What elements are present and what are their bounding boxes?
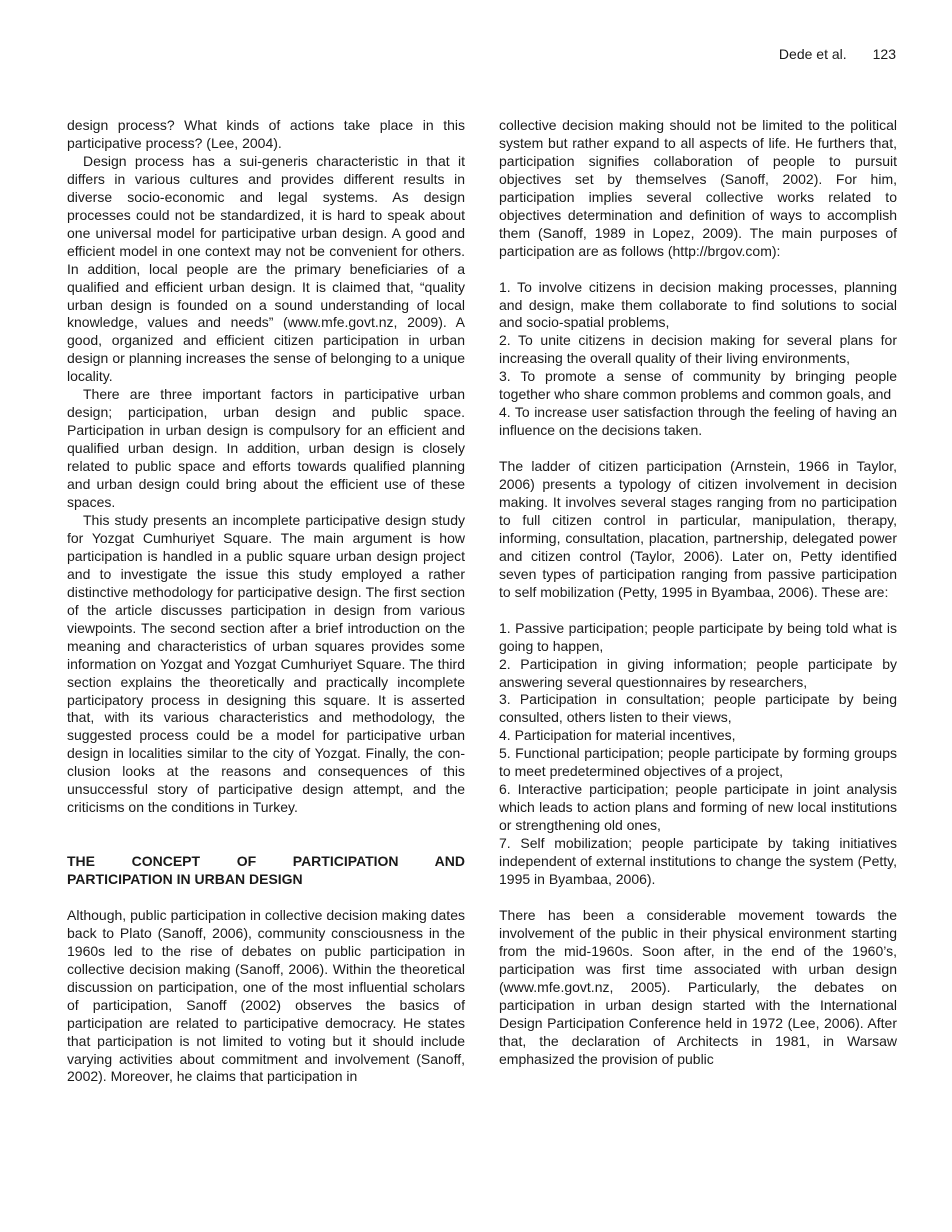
paragraph: The ladder of citizen participation (Arnstein, 1966 in Taylor, 2006) presents a typology of citizen involvement in decision making. It involves several stages ranging from no participation to full citizen control in particular, manipulation, therapy, informing, consultation, placation, partnership, delegated power and citizen control (Taylor, 2006). Later on, Petty identified seven types of participation ranging from passive participation to self mobilization (Petty, 1995 in Byambaa, 2006). These are: [499, 458, 897, 600]
running-header [779, 44, 896, 64]
list-item: 6. Interactive participation; people participate in joint analysis which leads to action plans and forming of new local institutions or strengthening old ones, [499, 781, 897, 834]
spacer [499, 440, 897, 458]
section-heading-line: THE CONCEPT OF PARTICIPATION AND [67, 853, 465, 870]
section-heading [67, 853, 465, 889]
list-item: 7. Self mobilization; people participate by taking initiatives independent of external institutions to change the system (Petty, 1995 in Byambaa, 2006). [499, 835, 897, 887]
paragraph: collective decision making should not be limited to the political system but rather expand to all aspects of life. He furthers that, participation signifies collaboration of people to pursuit objectives set by themselves (Sanoff, 2002). For him, participation implies several collective works related to objectives determination and definition of ways to accomplish them (Sanoff, 1989 in Lopez, 2009). The main purposes of participation are as follows (http://brgov.com): [499, 117, 897, 259]
list-item: 2. Participation in giving information; people participate by answering several questionnaires by researchers, [499, 655, 897, 690]
list-item: 4. To increase user satisfaction through the feeling of having an influence on the decisions taken. [499, 404, 897, 439]
paragraph: Design process has a sui-generis characteristic in that it differs in various cultures and provides different results in diverse socio-economic and legal systems. As design processes could not be standardized, it is hard to speak about one universal model for participative urban design. A good and efficient model in one context may not be convenient for others. In addition, local people are the primary beneficiaries of a qualified and efficient urban design. It is claimed that, “quality urban design is founded on a sound understanding of local knowledge, values and needs” (www.mfe.govt.nz, 2009). A good, organized and efficient citizen participation in urban design or planning increases the sense of belonging to a unique locality. [67, 152, 465, 385]
spacer [67, 889, 465, 907]
list-item: 1. To involve citizens in decision making processes, planning and design, make them collaborate to find solutions to social and socio-spatial problems, [499, 278, 897, 331]
section-heading-line: PARTICIPATION IN URBAN DESIGN [67, 871, 303, 888]
spacer [499, 261, 897, 279]
list-item: 2. To unite citizens in decision making for several plans for increasing the overall quality of their living environments, [499, 332, 897, 367]
list-item: 5. Functional participation; people participate by forming groups to meet predetermined objectives of a project, [499, 745, 897, 780]
paragraph: There has been a considerable movement towards the involvement of the public in their physical environment starting from the mid-1960s. Soon after, in the end of the 1960’s, participation was first time associated with urban design (www.mfe.govt.nz, 2005). Particularly, the debates on participation in urban design started with the International Design Participation Conference held in 1972 (Lee, 2006). After that, the declaration of Architects in 1981, in Warsaw emphasized the provision of public [499, 906, 897, 1067]
list-item: 1. Passive participation; people participate by being told what is going to happen, [499, 619, 897, 654]
right-column [499, 117, 897, 1068]
spacer [499, 602, 897, 620]
list-item: 3. To promote a sense of community by bringing people together who share common problems and common goals, and [499, 368, 897, 403]
paragraph: Although, public participation in collective decision making dates back to Plato (Sanoff, 2006), community consciousness in the 1960s led to the rise of debates on public participation in collective decision making (Sanoff, 2006). Within the theoretical discussion on participation, one of the most influential scholars of participation, Sanoff (2002) observes the basics of participation are related to participative democracy. He states that participation is not limited to voting but it should include varying activities about commitment and involvement (Sanoff, 2002). Moreover, he claims that participation in [67, 906, 465, 1085]
header-authors: Dede et al. [778, 46, 847, 62]
list-item: 4. Participation for material incentives, [499, 727, 736, 744]
paragraph: There are three important factors in participative urban design; participation, urban design and public space. Participation in urban design is compulsory for an efficient and qualified urban design. In addition, urban design is closely related to public space and efforts towards qualified planning and urban design could bring about the efficient use of these spaces. [67, 386, 465, 511]
paragraph: This study presents an incomplete participative design study for Yozgat Cumhuriyet Square. The main argument is how participation is handled in a public square urban design project and to investigate the issue this study employed a rather distinctive methodology for participative design. The first section of the article discusses participation in design from various viewpoints. The second section after a brief introduction on the meaning and characteristics of urban squares provides some information on Yozgat and Yozgat Cumhuriyet Square. The third section explains the theoretically and practically incomplete participatory process in designing this square. It is asserted that, with its various characteristics and methodology, the suggested process could be a model for participative urban design in localities similar to the city of Yozgat. Finally, the con-clusion looks at the reasons and consequences of this unsuccessful story of participative design attempt, and the criticisms on the conditions in Turkey. [67, 511, 465, 816]
left-column [67, 117, 465, 1086]
list-item: 3. Participation in consultation; people participate by being consulted, others listen to their views, [499, 691, 897, 726]
page-number: 123 [872, 46, 896, 62]
paragraph: design process? What kinds of actions take place in this participative process? (Lee, 2004). [67, 117, 465, 151]
spacer [499, 889, 897, 907]
spacer [67, 817, 465, 853]
